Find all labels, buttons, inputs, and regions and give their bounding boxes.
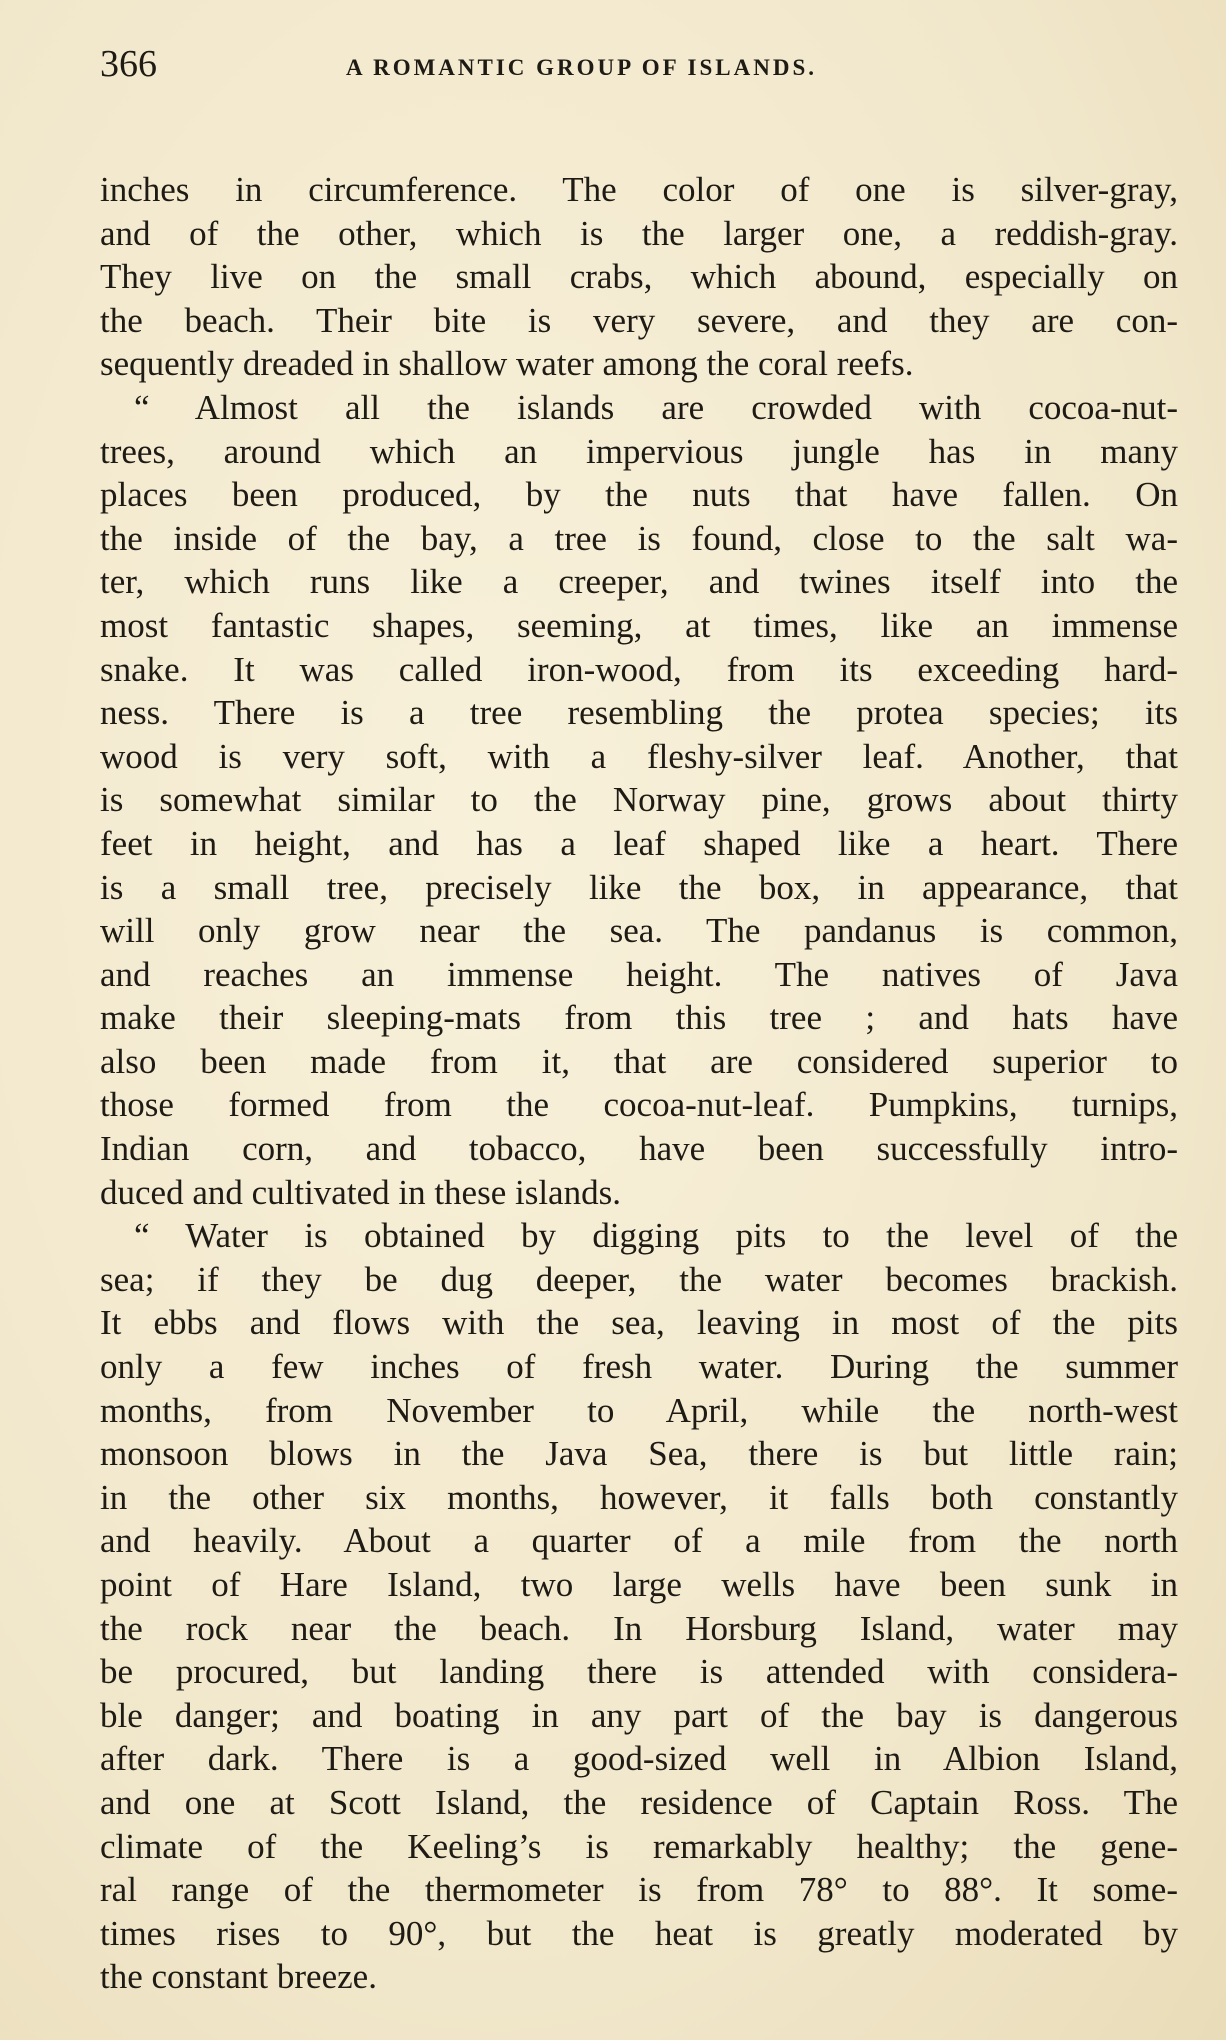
book-page xyxy=(100,40,1178,1999)
text-line: also been made from it, that are considered superior to xyxy=(100,1041,1178,1081)
text-line: ness. There is a tree resembling the protea species; its xyxy=(100,693,1178,733)
text-line: be procured, but landing there is attended with considera- xyxy=(100,1652,1178,1692)
text-line: wood is very soft, with a fleshy-silver leaf. Another, that xyxy=(100,736,1178,776)
text-line: make their sleeping-mats from this tree ; and hats have xyxy=(100,998,1178,1038)
text-line: times rises to 90°, but the heat is greatly moderated by xyxy=(100,1913,1178,1953)
text-line: only a few inches of fresh water. During the summer xyxy=(100,1347,1178,1387)
text-line: sea; if they be dug deeper, the water becomes brackish. xyxy=(100,1259,1178,1299)
text-line: and reaches an immense height. The natives of Java xyxy=(100,954,1178,994)
text-line: the constant breeze. xyxy=(100,1957,377,1997)
text-line: Indian corn, and tobacco, have been successfully intro- xyxy=(100,1129,1178,1169)
text-line: the beach. Their bite is very severe, and they are con- xyxy=(100,300,1178,340)
text-line: point of Hare Island, two large wells have been sunk in xyxy=(100,1565,1178,1604)
text-line: will only grow near the sea. The pandanus is common, xyxy=(100,911,1178,951)
paragraph-start-line: “ Water is obtained by digging pits to the level of the xyxy=(134,1216,1178,1256)
text-line: and heavily. About a quarter of a mile from the north xyxy=(100,1521,1178,1561)
text-line: trees, around which an impervious jungle has in many xyxy=(100,431,1178,471)
text-line: snake. It was called iron-wood, from its exceeding hard- xyxy=(100,649,1178,689)
text-line: It ebbs and flows with the sea, leaving in most of the pits xyxy=(100,1303,1178,1343)
text-line: months, from November to April, while the north-west xyxy=(100,1390,1178,1430)
page-header xyxy=(100,40,1178,96)
running-head: A ROMANTIC GROUP OF ISLANDS. xyxy=(346,55,817,80)
text-line: places been produced, by the nuts that have fallen. On xyxy=(100,475,1178,515)
text-line: ble danger; and boating in any part of the bay is dangerous xyxy=(100,1695,1178,1735)
text-line: is a small tree, precisely like the box, in appearance, that xyxy=(100,867,1178,907)
text-line: is somewhat similar to the Norway pine, grows about thirty xyxy=(100,780,1178,820)
text-line: ral range of the thermometer is from 78° to 88°. It some- xyxy=(100,1870,1178,1910)
text-line: feet in height, and has a leaf shaped like a heart. There xyxy=(100,823,1178,863)
text-line: monsoon blows in the Java Sea, there is but little rain; xyxy=(100,1434,1178,1474)
text-line: in the other six months, however, it falls both constantly xyxy=(100,1477,1178,1517)
paragraph-start-line: “ Almost all the islands are crowded with cocoa-nut- xyxy=(134,387,1178,427)
text-line: ter, which runs like a creeper, and twines itself into the xyxy=(100,562,1178,602)
text-line: the inside of the bay, a tree is found, close to the salt wa- xyxy=(100,518,1178,558)
page-number: 366 xyxy=(100,43,157,85)
text-line: those formed from the cocoa-nut-leaf. Pumpkins, turnips, xyxy=(100,1085,1178,1125)
text-line: duced and cultivated in these islands. xyxy=(100,1172,621,1212)
text-line: They live on the small crabs, which abound, especially on xyxy=(100,257,1178,297)
text-line: climate of the Keeling’s is remarkably healthy; the gene- xyxy=(100,1826,1178,1866)
text-line: and one at Scott Island, the residence of Captain Ross. The xyxy=(100,1782,1178,1822)
text-line: the rock near the beach. In Horsburg Island, water may xyxy=(100,1608,1178,1648)
text-line: most fantastic shapes, seeming, at times, like an immense xyxy=(100,605,1178,645)
text-line: after dark. There is a good-sized well in Albion Island, xyxy=(100,1739,1178,1779)
text-line: inches in circumference. The color of one is silver-gray, xyxy=(100,170,1178,209)
text-line: sequently dreaded in shallow water among the coral reefs. xyxy=(100,344,914,384)
text-line: and of the other, which is the larger one, a reddish-gray. xyxy=(100,213,1178,253)
body-text xyxy=(100,168,1178,1999)
